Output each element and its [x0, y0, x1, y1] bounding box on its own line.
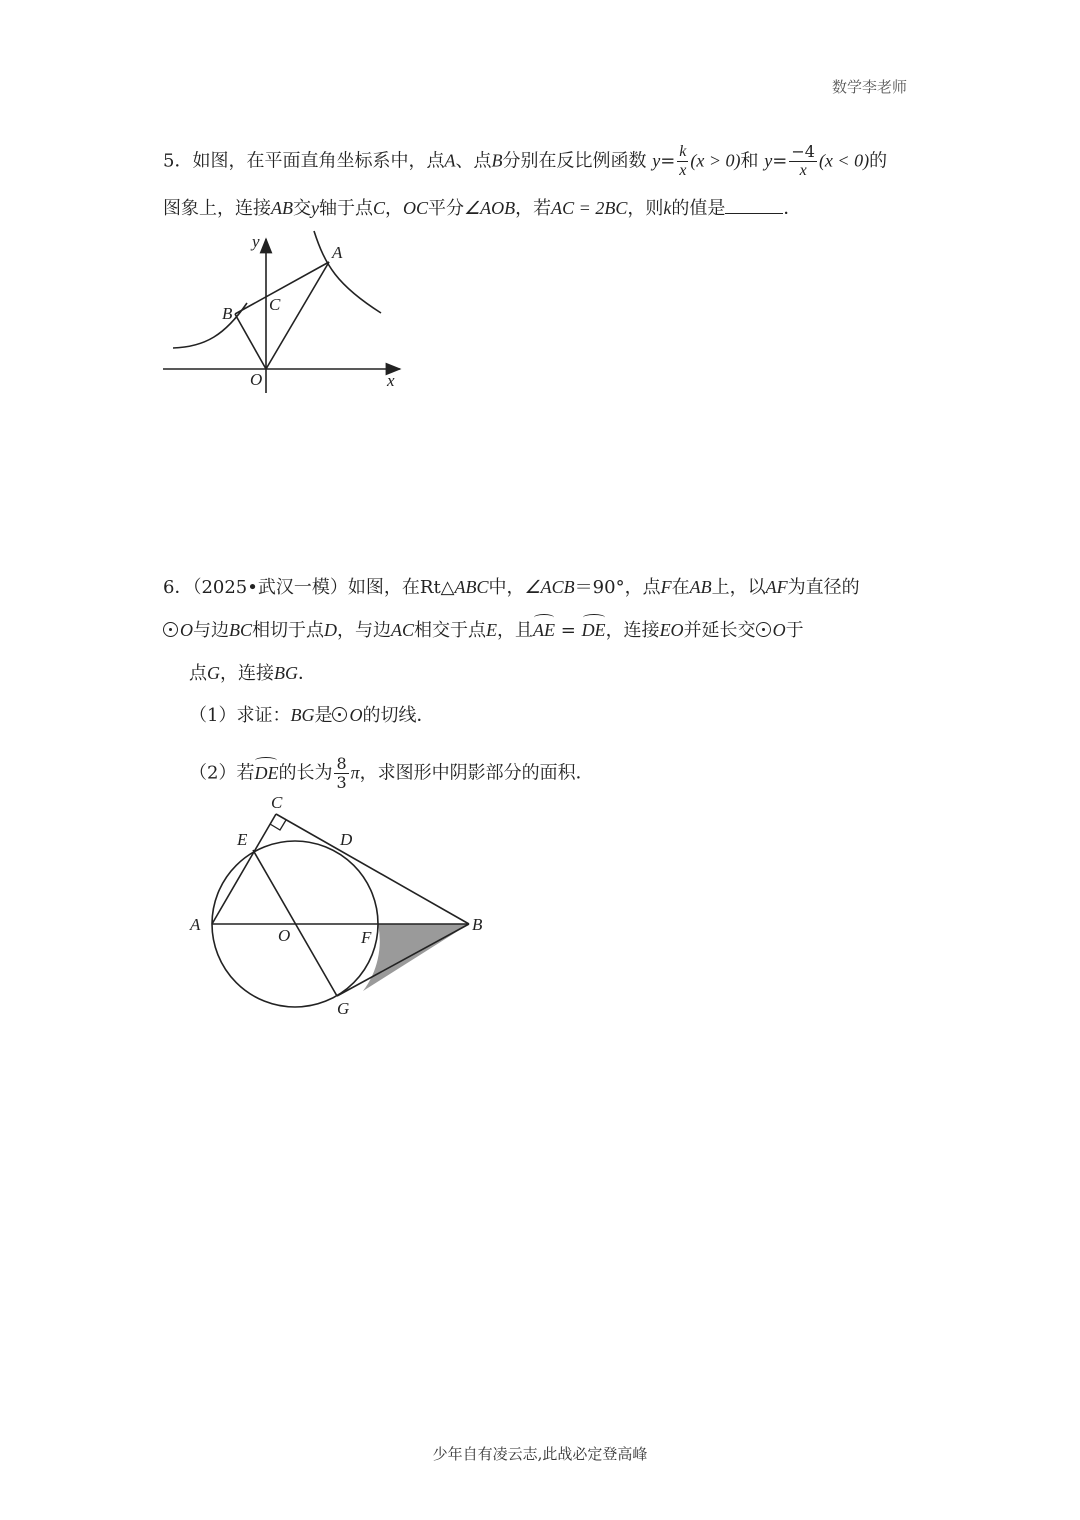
q5-fraction-k-over-x [677, 143, 688, 180]
q6-segment-eo: EO [659, 620, 684, 640]
label-c: C [271, 793, 283, 812]
q6-arc-ae: AE [533, 620, 556, 640]
q6-text: 上，以 [711, 577, 766, 598]
q5-var-y: y [652, 150, 661, 171]
q6-text: ＝90°，点 [574, 577, 661, 598]
q6-frac-num: 8 [336, 754, 347, 773]
q6-segment-bg: BG [290, 705, 315, 725]
q5-frac-den: x [679, 162, 687, 179]
q5-frac-num: −4 [791, 142, 815, 161]
q6-line-2 [163, 618, 804, 643]
q6-text: 在 [671, 577, 690, 598]
q6-angle-acb: ∠ACB [524, 577, 575, 597]
q5-text: 轴于点 [319, 198, 373, 219]
curve-positive-branch [314, 231, 381, 313]
q6-text: ，与边 [337, 620, 392, 641]
page-footer: 少年自有凌云志,此战必定登高峰 [432, 1445, 648, 1463]
q6-segment-af: AF [765, 577, 788, 597]
segment-eg [253, 850, 337, 996]
q5-relation: AC = 2BC [551, 198, 628, 218]
label-o: O [278, 926, 291, 945]
q5-segment-oc: OC [403, 198, 429, 218]
q6-text: ，连接 [220, 663, 274, 684]
q5-segment-ab: AB [271, 198, 293, 218]
q6-text: ，连接 [605, 620, 660, 641]
q6-text: ． [298, 663, 316, 684]
q5-line-1 [163, 143, 887, 180]
q5-var-k: k [663, 198, 672, 218]
q5-text: 交 [293, 198, 311, 219]
q5-text: 的 [869, 150, 888, 172]
q6-text: ，且 [497, 620, 534, 641]
q6-arc-de: DE [254, 762, 279, 783]
q6-equals: = [555, 620, 582, 641]
curve-negative-branch [173, 303, 247, 348]
q6-circle-o: O [349, 705, 363, 725]
label-f: F [361, 928, 372, 947]
q6-segment-ac: AC [391, 620, 415, 640]
q6-point-g: G [207, 663, 220, 683]
label-g: G [337, 999, 350, 1018]
q6-pi: π [350, 762, 360, 783]
q5-text: 的值是 [671, 198, 726, 219]
q5-var-y: y [764, 150, 773, 171]
q6-text: 若 [236, 762, 255, 784]
q6-text: 求证： [236, 705, 291, 726]
label-b: B [222, 304, 233, 323]
label-a: A [332, 243, 343, 262]
q5-y-axis-name: y [311, 198, 319, 218]
q5-text: 和 [740, 150, 759, 172]
q5-number: 5． [163, 150, 193, 172]
label-o: O [250, 370, 263, 389]
segment-oa [266, 262, 329, 369]
q6-frac-den: 3 [336, 773, 347, 792]
answer-blank[interactable] [725, 195, 783, 214]
q6-text: 点 [189, 663, 207, 684]
q5-point-b: B [491, 150, 503, 171]
label-c: C [269, 295, 281, 314]
q6-point-d: D [324, 620, 338, 640]
q6-text: 为直径的 [787, 577, 860, 598]
q5-text: ，若 [515, 198, 552, 219]
q6-circle-o: O [180, 620, 193, 640]
q6-text: 相切于点 [252, 620, 325, 641]
q5-condition: (x < 0) [818, 150, 870, 171]
q5-equals: = [772, 150, 788, 172]
q6-line-3 [189, 661, 316, 686]
q6-text: 的长为 [278, 762, 333, 784]
q5-point-c: C [373, 198, 386, 218]
q6-text: 如图，在 [347, 577, 420, 598]
q6-part-2 [189, 755, 594, 792]
q6-part-number: （2） [189, 762, 237, 784]
q5-text: ． [783, 198, 802, 219]
q6-rt-triangle: Rt△ [419, 577, 455, 598]
q6-circle-o: O [772, 620, 786, 640]
q5-frac-den: x [799, 162, 807, 179]
q6-circle-figure [180, 790, 500, 1025]
q6-segment-bg: BG [274, 663, 298, 683]
label-d: D [340, 830, 353, 849]
segment-ob [235, 314, 266, 369]
segment-ab [235, 262, 329, 314]
label-x: x [387, 371, 395, 390]
q6-number: 6． [163, 577, 193, 598]
label-y: y [252, 232, 260, 251]
q5-condition: (x > 0) [690, 150, 741, 171]
q6-fraction-8-over-3 [334, 755, 348, 792]
label-a: A [190, 915, 201, 934]
q5-angle-aob: ∠AOB [464, 198, 516, 218]
q6-text: 的切线． [362, 705, 435, 726]
q6-part-number: （1） [189, 705, 237, 726]
q6-triangle-abc: ABC [454, 577, 489, 597]
segment-cb [276, 814, 469, 924]
circle-dot-icon [332, 707, 347, 722]
q5-text: 、点 [455, 150, 492, 172]
q5-point-a: A [444, 150, 456, 171]
label-b: B [472, 915, 483, 934]
q5-line-2 [163, 195, 801, 221]
q6-line-1 [163, 575, 860, 600]
q5-text: ， [385, 198, 404, 219]
q5-text: 如图，在平面直角坐标系中，点 [192, 150, 445, 172]
q6-point-e: E [486, 620, 498, 640]
q5-equals: = [660, 150, 676, 172]
shaded-region [363, 924, 469, 991]
circle-dot-icon [163, 622, 178, 637]
q6-text: 是 [314, 705, 333, 726]
q5-coordinate-figure [155, 225, 415, 400]
q6-text: 相交于点 [414, 620, 487, 641]
q5-text: 分别在反比例函数 [502, 150, 647, 172]
q5-frac-num: k [679, 143, 687, 160]
q6-text: 于 [785, 620, 804, 641]
q6-text: 与边 [193, 620, 229, 641]
q5-text: ，则 [627, 198, 664, 219]
q6-text: 并延长交 [683, 620, 756, 641]
q6-point-f: F [660, 577, 672, 597]
q6-segment-ab: AB [689, 577, 712, 597]
circle-dot-icon [756, 622, 771, 637]
q5-text: 图象上，连接 [163, 198, 271, 219]
q6-text: 中， [488, 577, 525, 598]
label-e: E [237, 830, 248, 849]
q6-segment-bc: BC [229, 620, 253, 640]
q5-fraction-neg4-over-x [789, 143, 817, 180]
q6-source: （2025•武汉一模） [192, 577, 348, 598]
q6-arc-de: DE [581, 620, 606, 640]
q6-part-1 [189, 703, 434, 728]
q5-text: 平分 [428, 198, 465, 219]
page-header: 数学李老师 [832, 78, 908, 96]
q6-text: ，求图形中阴影部分的面积． [359, 762, 594, 784]
